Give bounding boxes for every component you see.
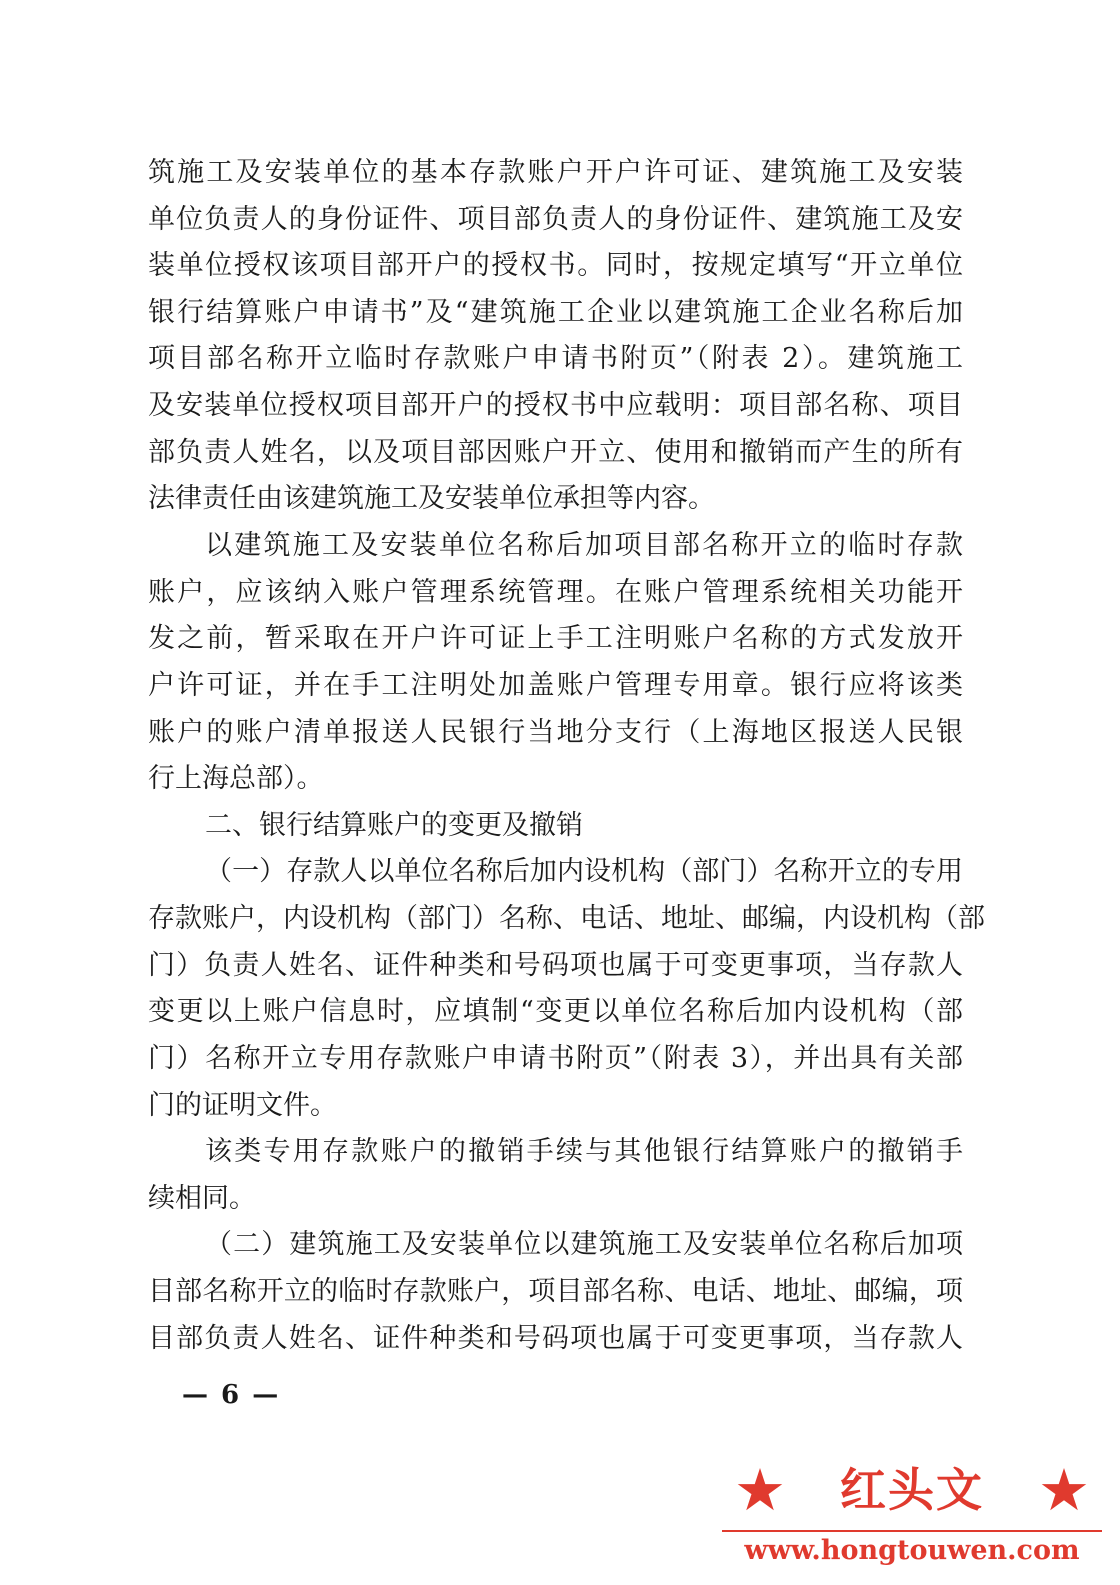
- watermark-title: [734, 1452, 1090, 1528]
- body-text-line: 筑施工及安装单位的基本存款账户开户许可证、建筑施工及安装: [148, 157, 963, 188]
- watermark: [722, 1452, 1102, 1572]
- watermark-divider: [722, 1530, 1102, 1532]
- body-text-line: 行上海总部）。: [148, 763, 324, 794]
- body-text-line: 部负责人姓名，以及项目部因账户开立、使用和撤销而产生的所有: [148, 437, 963, 468]
- star-icon: ★: [734, 1456, 786, 1524]
- body-text-line: 门）负责人姓名、证件种类和号码项也属于可变更事项，当存款人: [148, 950, 963, 981]
- body-text-line: 及安装单位授权项目部开户的授权书中应载明：项目部名称、项目: [148, 390, 963, 421]
- body-text-line: 账户的账户清单报送人民银行当地分支行（上海地区报送人民银: [148, 717, 963, 748]
- body-text-line: 银行结算账户申请书”及“建筑施工企业以建筑施工企业名称后加: [148, 297, 963, 328]
- body-text-line: （一）存款人以单位名称后加内设机构（部门）名称开立的专用: [205, 856, 963, 887]
- section-heading: 二、银行结算账户的变更及撤销: [205, 810, 583, 841]
- body-text-line: 项目部名称开立临时存款账户申请书附页”（附表 2）。建筑施工: [148, 343, 963, 374]
- body-text-line: 变更以上账户信息时，应填制“变更以单位名称后加内设机构（部: [148, 996, 963, 1027]
- watermark-title-text: 红头文: [840, 1463, 984, 1517]
- body-text-line: 发之前，暂采取在开户许可证上手工注明账户名称的方式发放开: [148, 623, 963, 654]
- body-text-line: 单位负责人的身份证件、项目部负责人的身份证件、建筑施工及安: [148, 204, 963, 235]
- body-text-line: 法律责任由该建筑施工及安装单位承担等内容。: [148, 483, 715, 514]
- body-text-line: 装单位授权该项目部开户的授权书。同时，按规定填写“开立单位: [148, 250, 963, 281]
- body-text-line: 该类专用存款账户的撤销手续与其他银行结算账户的撤销手: [205, 1136, 963, 1167]
- body-text-line: 门）名称开立专用存款账户申请书附页”（附表 3），并出具有关部: [148, 1043, 963, 1074]
- body-text-line: 目部负责人姓名、证件种类和号码项也属于可变更事项，当存款人: [148, 1323, 963, 1354]
- star-icon: ★: [1038, 1456, 1090, 1524]
- body-text-line: （二）建筑施工及安装单位以建筑施工及安装单位名称后加项: [205, 1229, 963, 1260]
- body-text-line: 存款账户，内设机构（部门）名称、电话、地址、邮编，内设机构（部: [148, 903, 985, 934]
- watermark-url: www.hongtouwen.com: [744, 1535, 1080, 1566]
- body-text-line: 目部名称开立的临时存款账户，项目部名称、电话、地址、邮编，项: [148, 1276, 963, 1307]
- body-text-line: 户许可证，并在手工注明处加盖账户管理专用章。银行应将该类: [148, 670, 963, 701]
- page-number: — 6 —: [182, 1380, 281, 1410]
- body-text-line: 以建筑施工及安装单位名称后加项目部名称开立的临时存款: [205, 530, 963, 561]
- body-text-line: 账户，应该纳入账户管理系统管理。在账户管理系统相关功能开: [148, 577, 963, 608]
- body-text-line: 门的证明文件。: [148, 1090, 337, 1121]
- body-text-line: 续相同。: [148, 1183, 256, 1214]
